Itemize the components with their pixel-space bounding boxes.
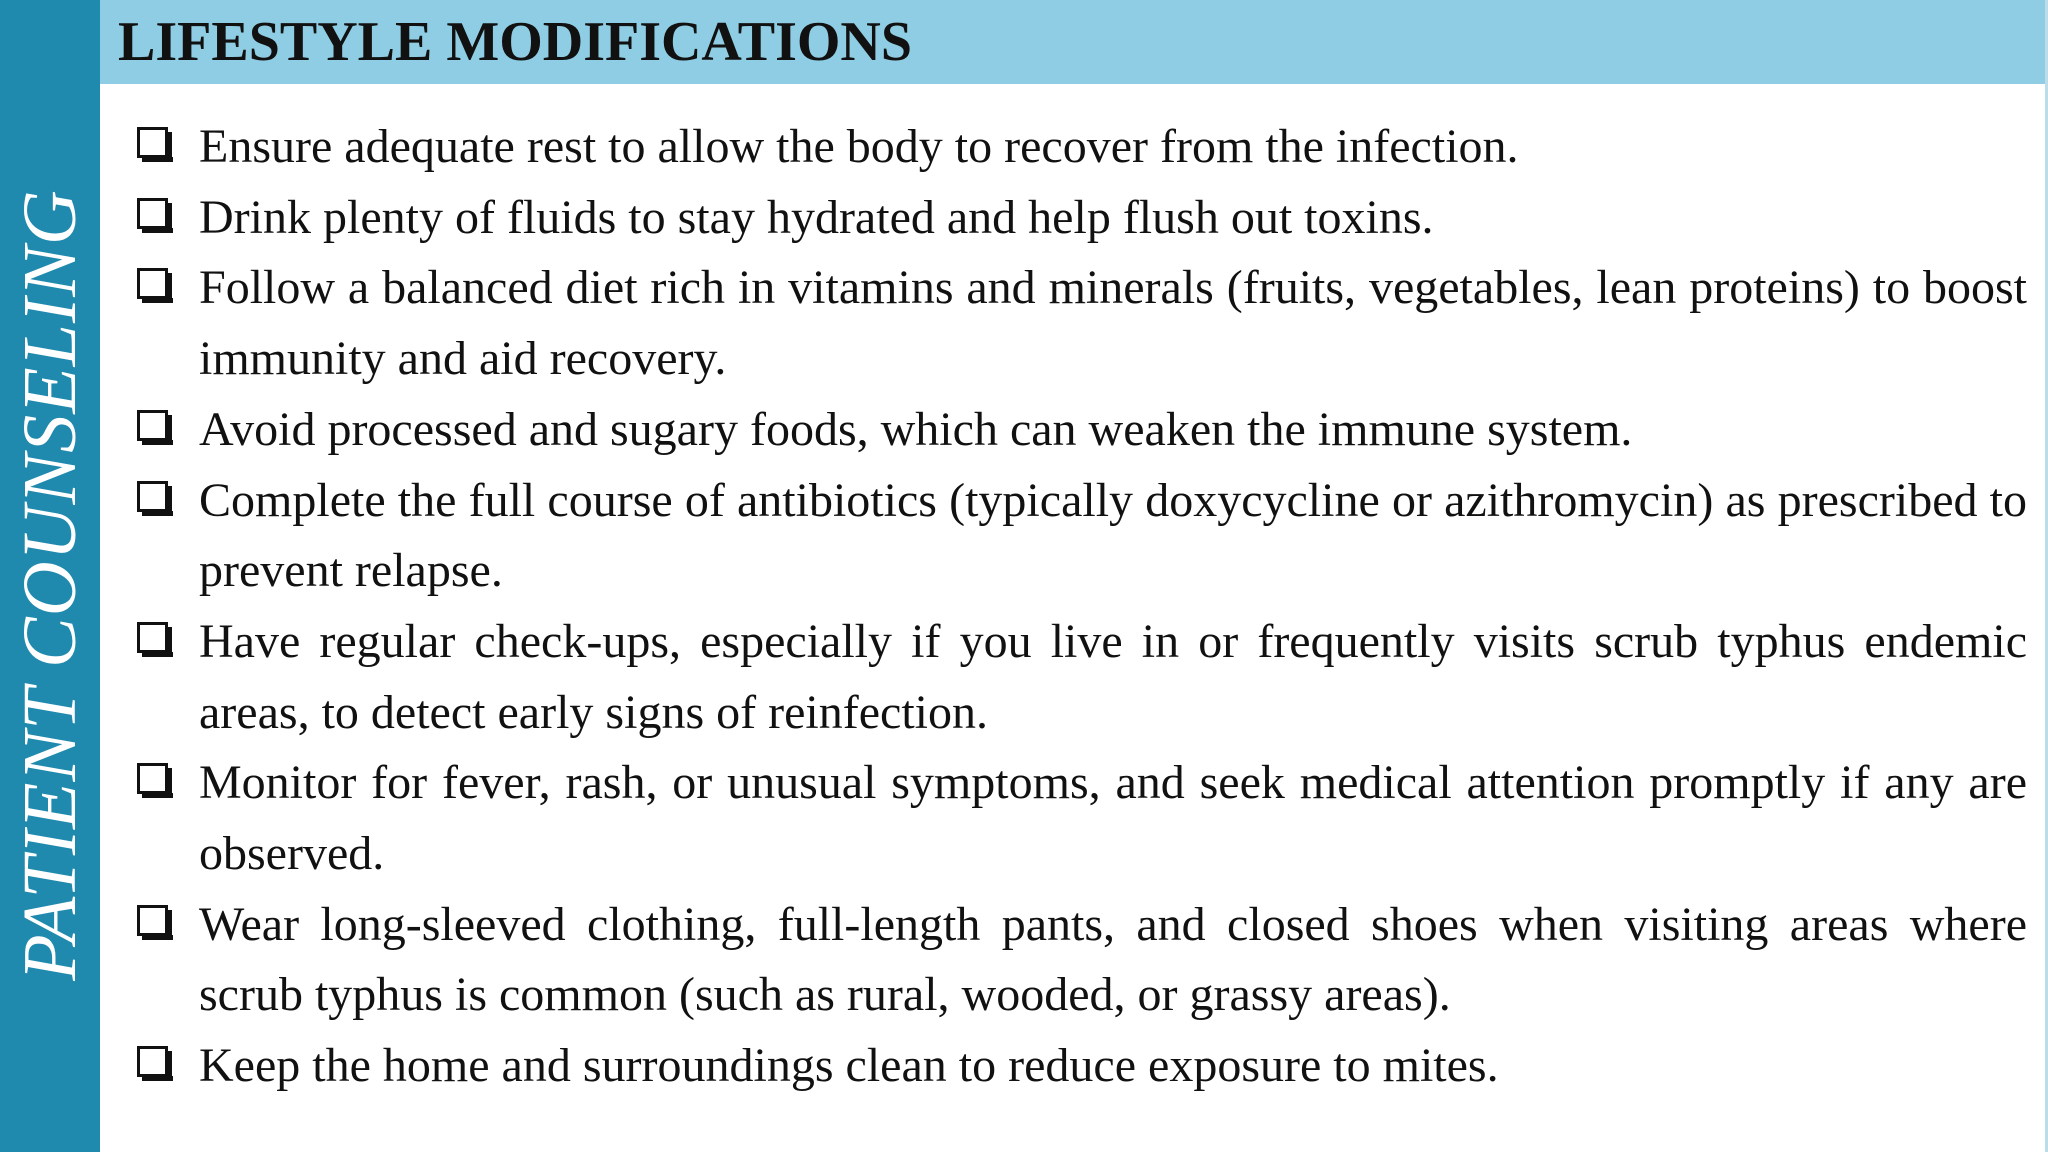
list-item — [137, 1031, 2027, 1102]
checkbox-bullet-icon — [137, 127, 168, 158]
checkbox-bullet-icon — [137, 410, 168, 441]
list-item-text: Have regular check-ups, especially if you live in or frequently visits scrub typhus endemic areas, to detect early signs of reinfection. — [199, 614, 2027, 739]
list-item — [137, 607, 2027, 748]
list-item-text: Keep the home and surroundings clean to reduce exposure to mites. — [199, 1039, 1499, 1093]
list-item — [137, 466, 2027, 607]
checkbox-bullet-icon — [137, 763, 168, 794]
slide-title: LIFESTYLE MODIFICATIONS — [118, 11, 913, 73]
list-item-text: Avoid processed and sugary foods, which can weaken the immune system. — [199, 402, 1633, 456]
list-item-text: Drink plenty of fluids to stay hydrated and help flush out toxins. — [199, 190, 1434, 244]
header-band — [100, 0, 2048, 84]
side-bar — [0, 0, 100, 1152]
list-item — [137, 890, 2027, 1031]
list-item — [137, 748, 2027, 889]
checkbox-bullet-icon — [137, 198, 168, 229]
checkbox-bullet-icon — [137, 905, 168, 936]
checkbox-bullet-icon — [137, 1046, 168, 1077]
list-item-text: Follow a balanced diet rich in vitamins and minerals (fruits, vegetables, lean proteins) to boost immunity and aid recovery. — [199, 261, 2027, 386]
list-item-text: Complete the full course of antibiotics (typically doxycycline or azithromycin) as prescribed to prevent relapse. — [199, 473, 2027, 598]
list-item-text: Wear long-sleeved clothing, full-length pants, and closed shoes when visiting areas where scrub typhus is common (such as rural, wooded, or grassy areas). — [199, 897, 2027, 1022]
list-item — [137, 112, 2027, 183]
list-item-text: Monitor for fever, rash, or unusual symptoms, and seek medical attention promptly if any are observed. — [199, 756, 2027, 881]
checkbox-bullet-icon — [137, 481, 168, 512]
checkbox-bullet-icon — [137, 268, 168, 299]
list-item — [137, 395, 2027, 466]
list-item — [137, 253, 2027, 394]
list-item-text: Ensure adequate rest to allow the body to recover from the infection. — [199, 120, 1519, 173]
checkbox-bullet-icon — [137, 622, 168, 653]
side-title: PATIENT COUNSELING — [8, 189, 92, 981]
list-item — [137, 183, 2027, 254]
counseling-list — [137, 112, 2027, 1102]
